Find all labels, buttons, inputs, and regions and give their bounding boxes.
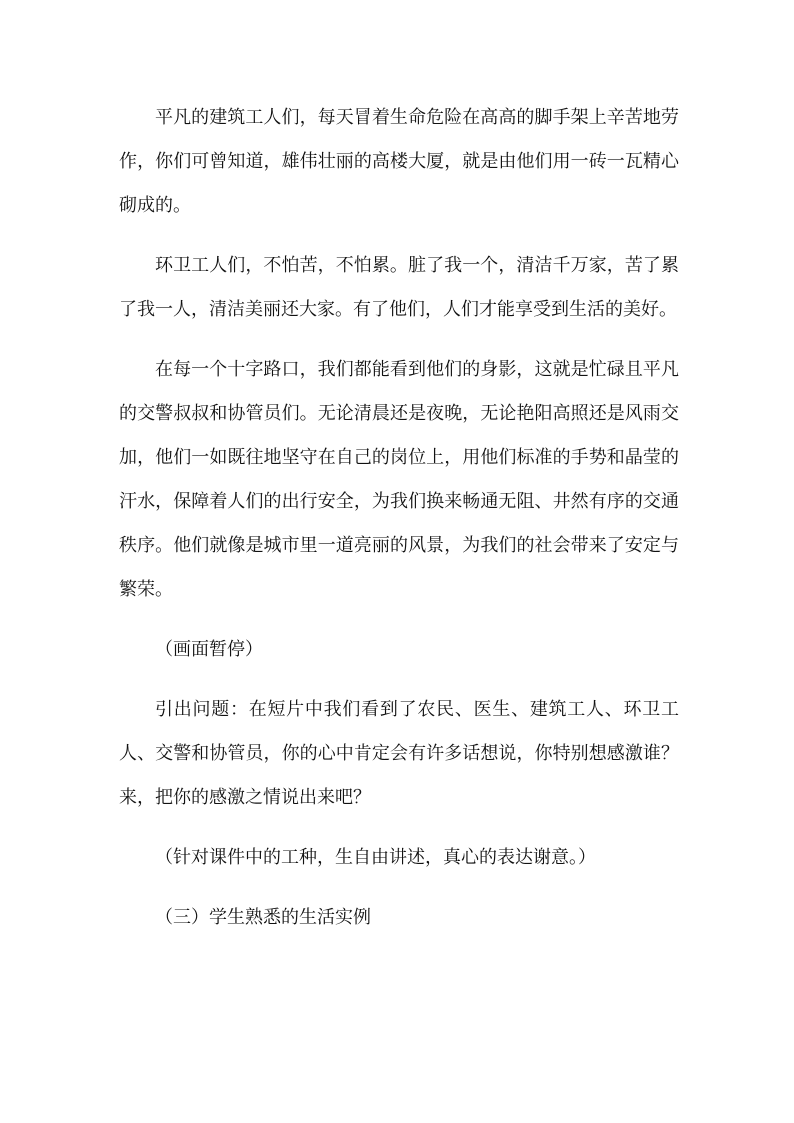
paragraph-pause-note: （画面暂停）: [155, 639, 263, 660]
paragraph-sanitation-workers: 环卫工人们，不怕苦，不怕累。脏了我一个，清洁千万家，苦了累了我一人，清洁美丽还大家。有了他们，人们才能享受到生活的美好。: [119, 255, 679, 320]
document-body: [119, 96, 679, 956]
paragraph-student-response: （针对课件中的工种，生自由讲述，真心的表达谢意。）: [155, 847, 596, 868]
paragraph-construction-workers: 平凡的建筑工人们，每天冒着生命危险在高高的脚手架上辛苦地劳作，你们可曾知道，雄伟壮丽的高楼大厦，就是由他们用一砖一瓦精心砌成的。: [119, 107, 679, 216]
paragraph-question: 引出问题：在短片中我们看到了农民、医生、建筑工人、环卫工人、交警和协管员，你的心中肯定会有许多话想说，你特别想感激谁？来，把你的感激之情说出来吧？: [119, 699, 679, 808]
paragraph-traffic-police: 在每一个十字路口，我们都能看到他们的身影，这就是忙碌且平凡的交警叔叔和协管员们。无论清晨还是夜晚，无论艳阳高照还是风雨交加，他们一如既往地坚守在自己的岗位上，用他们标准的手势和晶莹的汗水，保障着人们的出行安全，为我们换来畅通无阻、井然有序的交通秩序。他们就像是城市里一道亮丽的风景，为我们的社会带来了安定与繁荣。: [119, 359, 679, 600]
section-heading-3: （三）学生熟悉的生活实例: [155, 907, 371, 928]
